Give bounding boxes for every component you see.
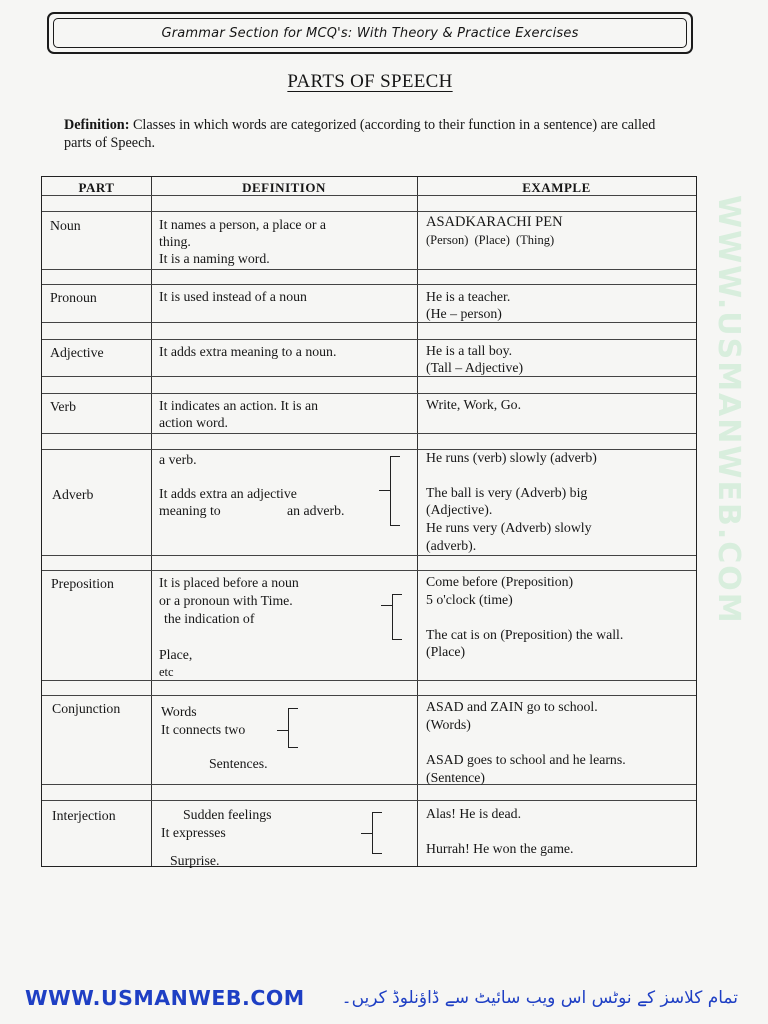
part-cell-interjection: Interjection — [52, 808, 116, 823]
example-line: (Tall – Adjective) — [426, 360, 524, 375]
row-divider — [42, 555, 696, 556]
part-cell-conjunction: Conjunction — [52, 701, 121, 716]
example-line: He is a tall boy. — [426, 343, 513, 358]
definition-paragraph — [64, 116, 684, 152]
bracket-glyph — [392, 594, 402, 640]
row-divider — [42, 393, 696, 394]
row-divider — [42, 695, 696, 696]
row-divider — [42, 800, 696, 801]
column-header-part: PART — [78, 180, 115, 195]
definition-line: the indication of — [164, 611, 255, 626]
row-divider — [42, 211, 696, 212]
definition-line: It adds extra an adjective — [159, 486, 297, 501]
definition-line: an adverb. — [287, 503, 345, 518]
example-line: He runs (verb) slowly (adverb) — [426, 450, 597, 465]
example-line: (Person) (Place) (Thing) — [426, 233, 555, 247]
definition-line: meaning to — [159, 503, 221, 518]
example-line: He is a teacher. — [426, 289, 511, 304]
definition-line: It indicates an action. It is an — [159, 398, 318, 413]
part-cell-adverb: Adverb — [52, 487, 94, 502]
definition-line: Sudden feelings — [183, 807, 272, 822]
example-line: ASAD goes to school and he learns. — [426, 752, 626, 767]
definition-line: Place, — [159, 647, 193, 662]
definition-line: action word. — [159, 415, 228, 430]
row-divider — [42, 269, 696, 270]
definition-label: Definition: — [64, 117, 130, 133]
example-line: ASAD and ZAIN go to school. — [426, 699, 598, 714]
definition-line: It connects two — [161, 722, 246, 737]
definition-line: etc — [159, 665, 174, 679]
row-divider — [42, 376, 696, 377]
footer-urdu-note: تمام کلاسز کے نوٹس اس ویب سائیٹ سے ڈاؤنلوڈ کریں۔ — [341, 988, 738, 1008]
part-cell-verb: Verb — [50, 399, 77, 414]
example-line: He runs very (Adverb) slowly — [426, 520, 592, 535]
example-line: (Words) — [426, 717, 471, 732]
row-divider — [42, 322, 696, 323]
header-text: Grammar Section for MCQ's: With Theory & Practice Exercises — [53, 18, 687, 48]
example-line: The ball is very (Adverb) big — [426, 485, 588, 500]
row-divider — [42, 784, 696, 785]
row-divider — [42, 339, 696, 340]
definition-line: Words — [161, 704, 197, 719]
example-line: Alas! He is dead. — [426, 806, 522, 821]
column-header-definition: DEFINITION — [242, 180, 326, 195]
definition-line: It is placed before a noun — [159, 575, 299, 590]
example-line: The cat is on (Preposition) the wall. — [426, 627, 624, 642]
footer-website-link[interactable]: WWW.USMANWEB.COM — [25, 986, 305, 1010]
definition-line: Surprise. — [170, 853, 220, 868]
bracket-glyph — [390, 456, 400, 526]
definition-line: a verb. — [159, 452, 197, 467]
part-cell-preposition: Preposition — [51, 576, 114, 591]
part-cell-noun: Noun — [50, 218, 81, 233]
bracket-glyph — [288, 708, 298, 748]
example-line: Write, Work, Go. — [426, 397, 522, 412]
site-watermark: WWW.USMANWEB.COM — [711, 195, 746, 625]
example-line: Come before (Preposition) — [426, 574, 574, 589]
column-divider — [417, 177, 418, 866]
example-line: Hurrah! He won the game. — [426, 841, 574, 856]
page-title: PARTS OF SPEECH — [287, 71, 453, 92]
example-line: ASADKARACHI PEN — [426, 214, 563, 230]
part-cell-adjective: Adjective — [50, 345, 104, 360]
column-divider — [151, 177, 152, 866]
row-divider — [42, 433, 696, 434]
example-line: (He – person) — [426, 306, 502, 321]
example-line: (adverb). — [426, 538, 477, 553]
definition-line: thing. — [159, 234, 191, 249]
header-banner — [47, 12, 693, 54]
column-header-example: EXAMPLE — [522, 180, 591, 195]
parts-of-speech-table — [41, 176, 697, 867]
definition-line: It expresses — [161, 825, 226, 840]
definition-line: It is used instead of a noun — [159, 289, 307, 304]
example-line: (Sentence) — [426, 770, 485, 785]
example-line: 5 o'clock (time) — [426, 592, 513, 607]
definition-text: Classes in which words are categorized (according to their function in a sentence) are called parts of Speech. — [64, 117, 656, 151]
row-divider — [42, 570, 696, 571]
example-line: (Place) — [426, 644, 466, 659]
definition-line: Sentences. — [209, 756, 268, 771]
bracket-glyph — [372, 812, 382, 854]
row-divider — [42, 449, 696, 450]
definition-line: It adds extra meaning to a noun. — [159, 344, 337, 359]
part-cell-pronoun: Pronoun — [50, 290, 97, 305]
row-divider — [42, 680, 696, 681]
definition-line: It names a person, a place or a — [159, 217, 327, 232]
example-line: (Adjective). — [426, 502, 493, 517]
definition-line: It is a naming word. — [159, 251, 270, 266]
row-divider — [42, 284, 696, 285]
definition-line: or a pronoun with Time. — [159, 593, 293, 608]
